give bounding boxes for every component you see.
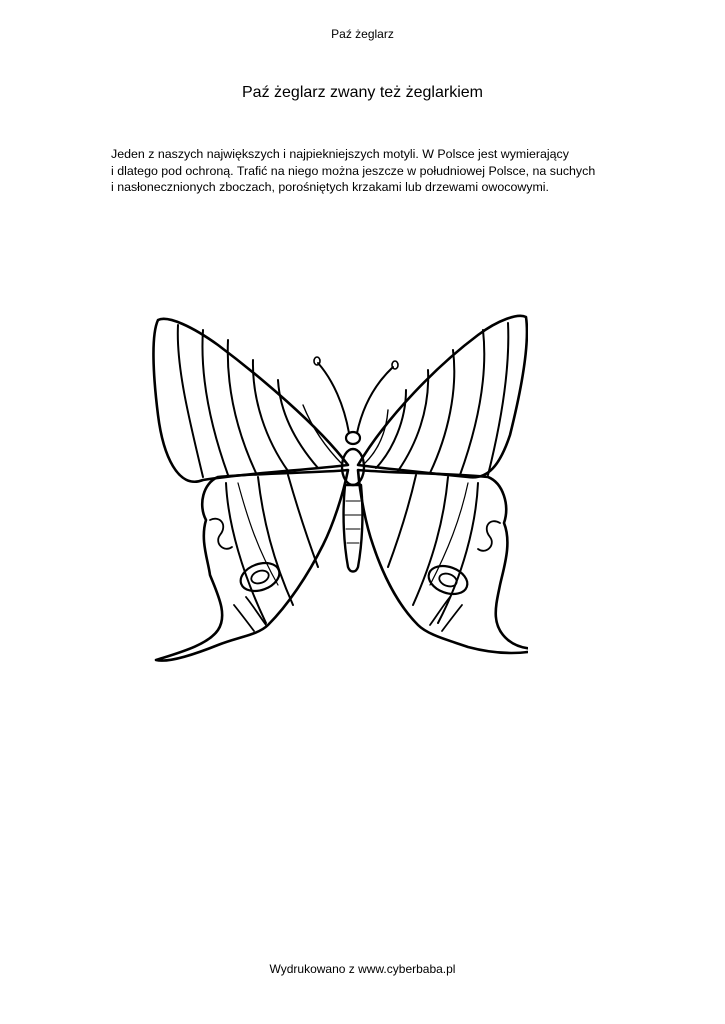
intro-line-1: Jeden z naszych największych i najpiekniejszych motyli. W Polsce jest wymierający [111, 147, 569, 161]
page-footer: Wydrukowano z www.cyberbaba.pl [269, 962, 456, 976]
intro-paragraph [111, 146, 671, 196]
butterfly-head [346, 432, 360, 444]
butterfly-abdomen [344, 485, 363, 572]
intro-line-3: i nasłonecznionych zboczach, porośniętych krzakami lub drzewami owocowymi. [111, 180, 549, 194]
butterfly-thorax [342, 449, 364, 485]
right-forewing [358, 316, 527, 477]
left-forewing [153, 319, 348, 482]
right-hindwing [358, 470, 528, 653]
page-title: Paź żeglarz zwany też żeglarkiem [242, 84, 483, 101]
butterfly-illustration [148, 305, 528, 670]
butterfly-icon [153, 316, 528, 661]
left-antenna [318, 363, 349, 433]
page-header: Paź żeglarz [331, 27, 394, 41]
intro-line-2: i dlatego pod ochroną. Trafić na niego można jeszcze w południowej Polsce, na suchych [111, 163, 596, 178]
